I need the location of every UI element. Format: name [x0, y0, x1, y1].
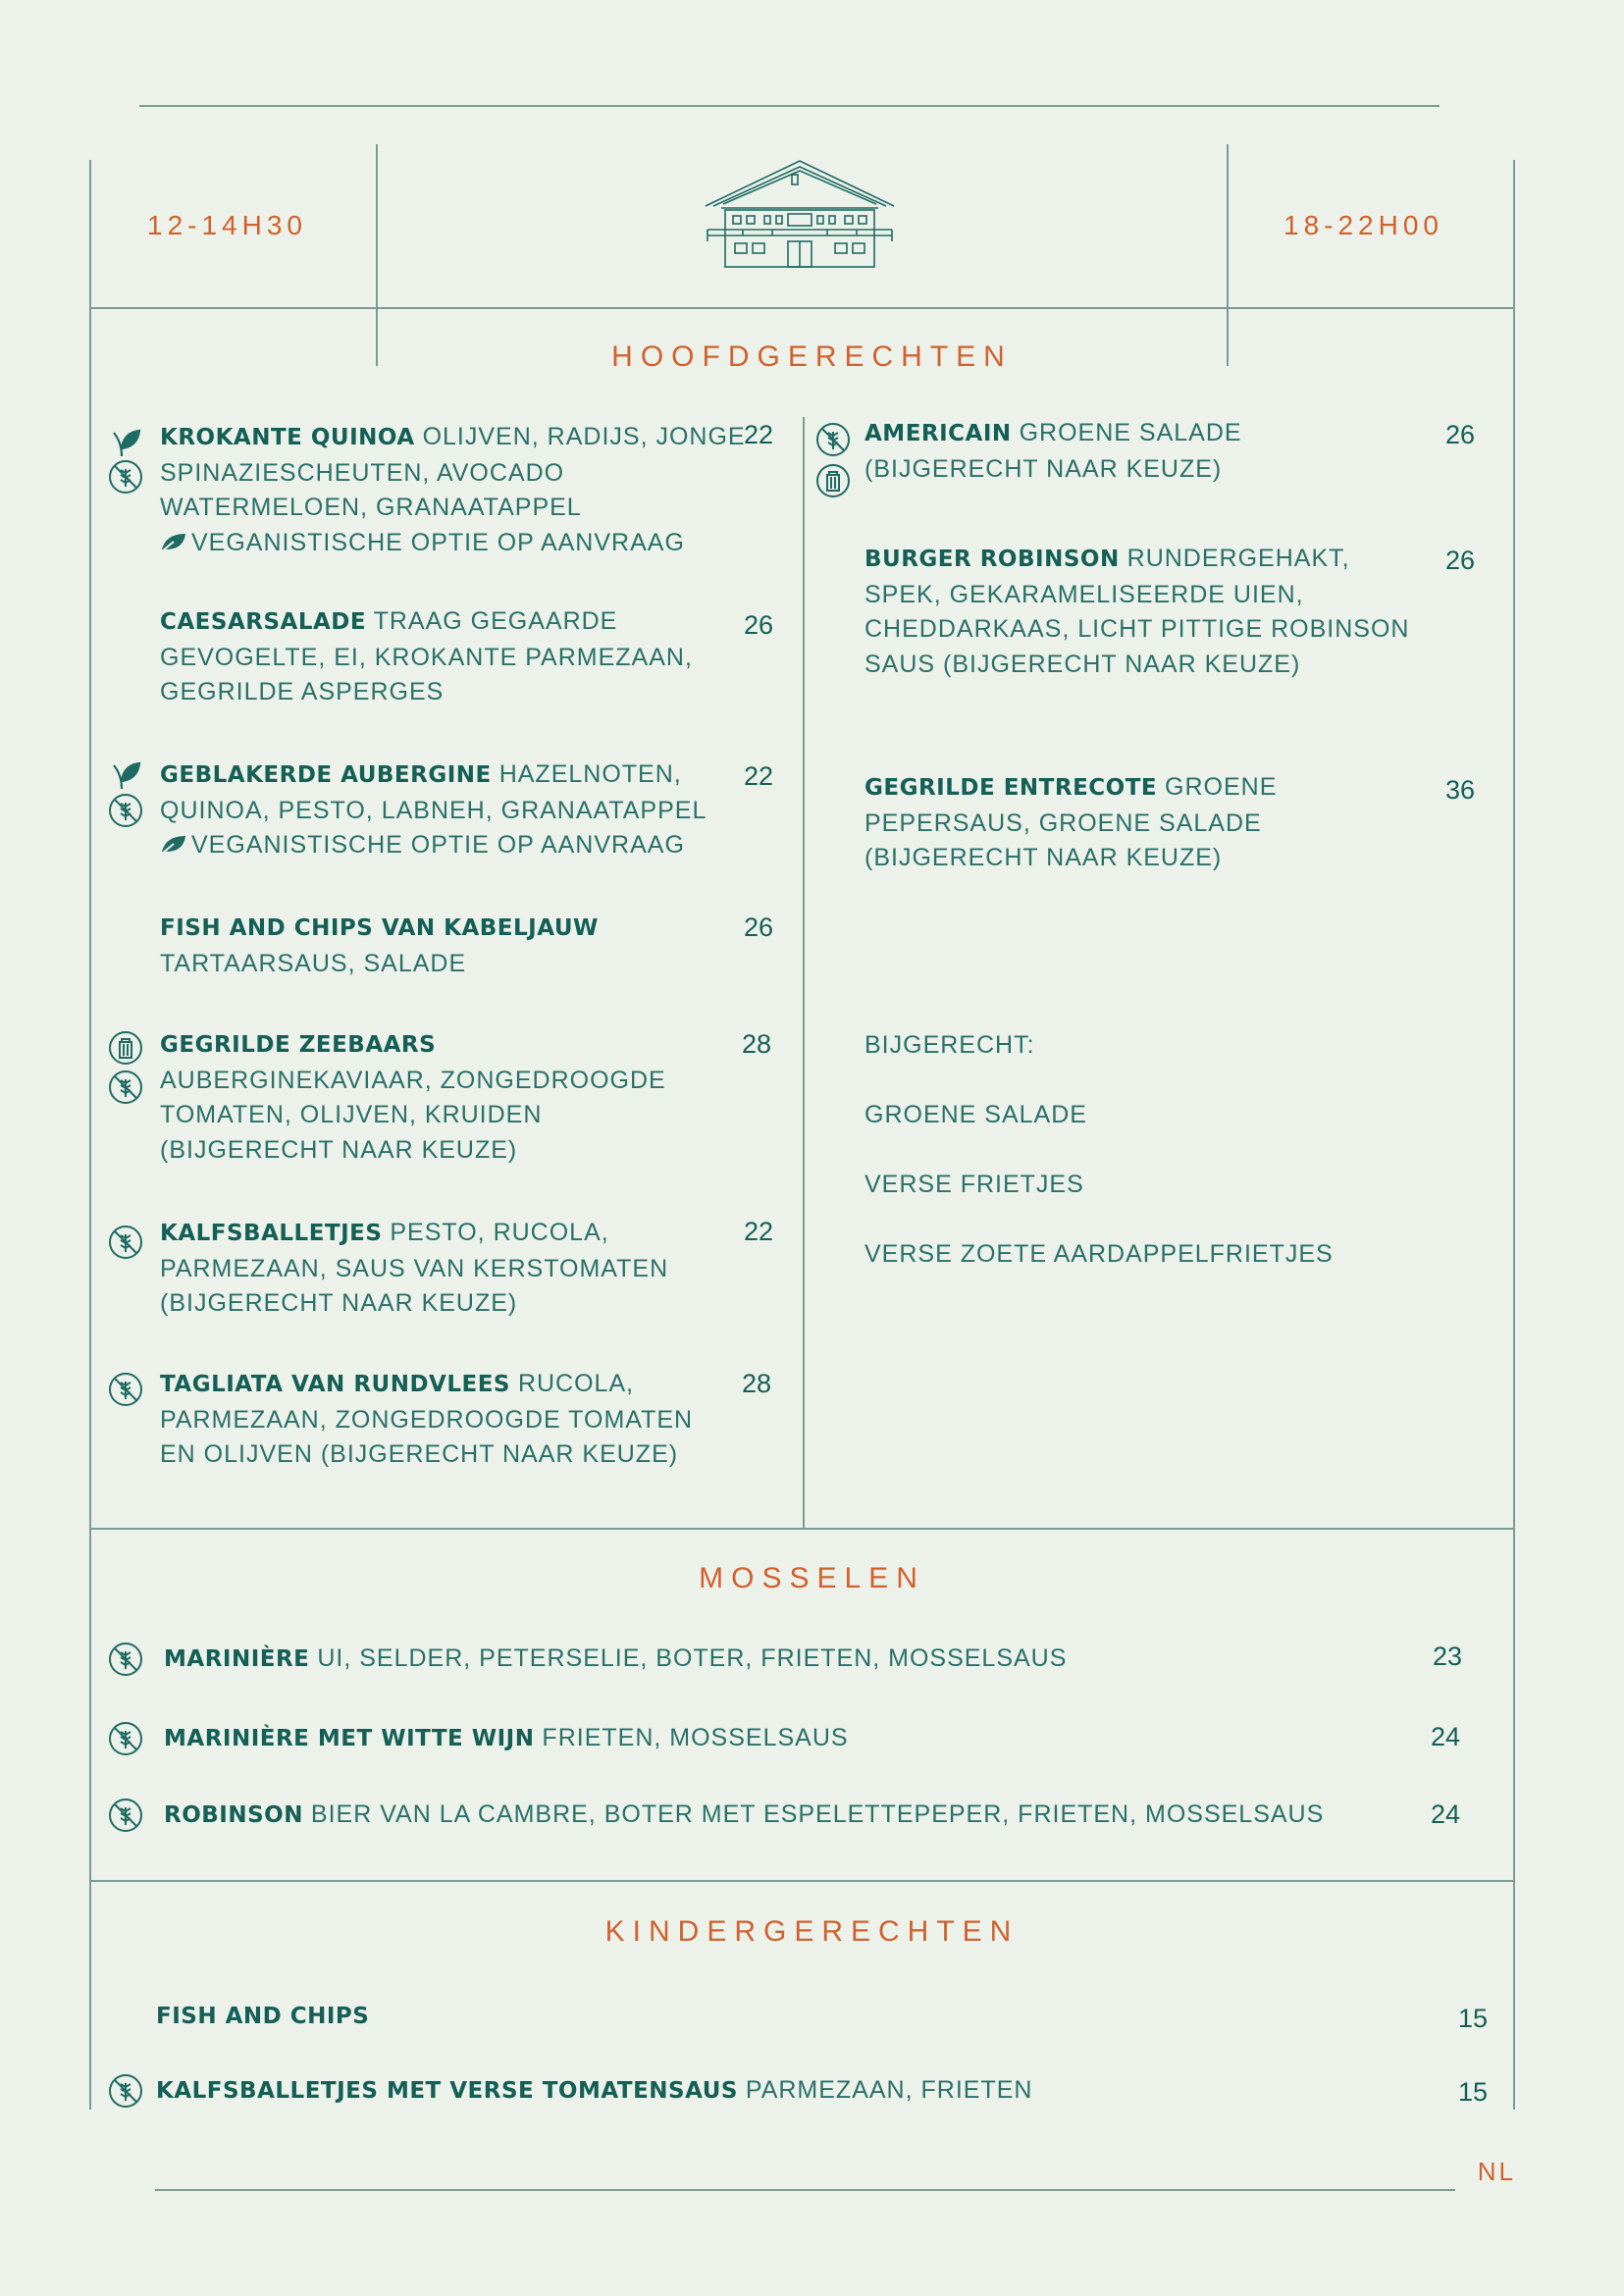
- gluten-free-icon: [108, 1372, 143, 1407]
- side-item: GROENE SALADE: [864, 1101, 1087, 1128]
- price-gegrilde-entrecote: 36: [1445, 775, 1476, 805]
- vegan-option-leaf-icon: [160, 832, 189, 856]
- gluten-free-icon: [108, 1070, 143, 1105]
- header-bottom-rule: [89, 307, 1515, 309]
- main-bottom-rule: [89, 1528, 1515, 1530]
- gluten-free-icon: [815, 422, 851, 457]
- price-mariniere: 23: [1433, 1642, 1463, 1671]
- menu-item-tagliata-van-rundvlees: TAGLIATA VAN RUNDVLEES RUCOLA, PARMEZAAN, ZONGEDROOGDE TOMATEN EN OLIJVEN (BIJGERECHT NAAR KEUZE): [160, 1370, 694, 1468]
- column-divider: [803, 417, 805, 1528]
- price-mariniere-witte-wijn: 24: [1431, 1722, 1461, 1751]
- mussels-bottom-rule: [89, 1880, 1515, 1882]
- price-caesarsalade: 26: [744, 610, 774, 640]
- menu-item-krokante-quinoa: KROKANTE QUINOA OLIJVEN, RADIJS, JONGE SPINAZIESCHEUTEN, AVOCADO WATERMELOEN, GRANAATAPPEL VEGANISTISCHE OPTIE OP AANVRAAG: [160, 423, 746, 556]
- price-kalfsballetjes: 22: [744, 1217, 774, 1246]
- sides-title: BIJGERECHT:: [864, 1031, 1035, 1059]
- side-item: VERSE FRIETJES: [864, 1171, 1084, 1198]
- bottom-rule: [155, 2189, 1455, 2191]
- price-krokante-quinoa: 22: [744, 420, 774, 449]
- language-label: NL: [1477, 2157, 1516, 2186]
- dinner-hours: 18-22H00: [1283, 210, 1443, 240]
- top-rule: [139, 105, 1440, 107]
- menu-item-gegrilde-zeebaars: GEGRILDE ZEEBAARS AUBERGINEKAVIAAR, ZONGEDROOGDE TOMATEN, OLIJVEN, KRUIDEN (BIJGERECHT NAAR KEUZE): [160, 1032, 666, 1164]
- header-divider-left: [376, 144, 378, 366]
- menu-item-geblakerde-aubergine: GEBLAKERDE AUBERGINE HAZELNOTEN, QUINOA, PESTO, LABNEH, GRANAATAPPEL VEGANISTISCHE OPTIE OP AANVRAAG: [160, 760, 707, 859]
- price-robinson-mussels: 24: [1431, 1800, 1461, 1829]
- gluten-free-icon: [108, 793, 143, 828]
- price-tagliata-van-rundvlees: 28: [742, 1369, 772, 1398]
- header-divider-right: [1227, 144, 1229, 366]
- lactose-free-icon: [108, 1030, 143, 1066]
- side-item: VERSE ZOETE AARDAPPELFRIETJES: [864, 1240, 1334, 1268]
- price-fish-and-chips-kabeljauw: 26: [744, 913, 774, 942]
- menu-item-caesarsalade: CAESARSALADE TRAAG GEGAARDE GEVOGELTE, EI, KROKANTE PARMEZAAN, GEGRILDE ASPERGES: [160, 607, 693, 705]
- gluten-free-icon: [108, 1642, 143, 1677]
- chalet-logo-icon: [704, 157, 896, 269]
- lunch-hours: 12-14H30: [147, 210, 307, 240]
- section-title-kids: KINDERGERECHTEN: [604, 1915, 1020, 1948]
- vegan-option-leaf-icon: [160, 530, 189, 553]
- vegan-leaf-icon: [108, 757, 143, 793]
- menu-item-robinson-mussels: ROBINSON BIER VAN LA CAMBRE, BOTER MET ESPELETTEPEPER, FRIETEN, MOSSELSAUS: [164, 1800, 1325, 1828]
- price-americain: 26: [1445, 420, 1476, 449]
- menu-item-americain: AMERICAIN GROENE SALADE (BIJGERECHT NAAR KEUZE): [864, 419, 1242, 483]
- section-title-main: HOOFDGERECHTEN: [611, 340, 1013, 373]
- menu-item-fish-and-chips-kabeljauw: FISH AND CHIPS VAN KABELJAUW TARTAARSAUS, SALADE: [160, 915, 599, 977]
- lactose-free-icon: [815, 463, 851, 498]
- frame-right: [1513, 160, 1515, 2110]
- section-title-mussels: MOSSELEN: [699, 1562, 925, 1594]
- vegan-leaf-icon: [108, 425, 143, 460]
- menu-item-kids-kalfsballetjes: KALFSBALLETJES MET VERSE TOMATENSAUS PARMEZAAN, FRIETEN: [156, 2076, 1033, 2104]
- menu-item-burger-robinson: BURGER ROBINSON RUNDERGEHAKT, SPEK, GEKARAMELISEERDE UIEN, CHEDDARKAAS, LICHT PITTIGE ROBINSON SAUS (BIJGERECHT NAAR KEUZE): [864, 545, 1410, 678]
- menu-item-gegrilde-entrecote: GEGRILDE ENTRECOTE GROENE PEPERSAUS, GROENE SALADE (BIJGERECHT NAAR KEUZE): [864, 773, 1278, 871]
- price-burger-robinson: 26: [1445, 546, 1476, 575]
- frame-left: [89, 160, 91, 2110]
- menu-item-mariniere: MARINIÈRE UI, SELDER, PETERSELIE, BOTER, FRIETEN, MOSSELSAUS: [164, 1644, 1068, 1672]
- price-gegrilde-zeebaars: 28: [742, 1029, 772, 1059]
- price-kids-kalfsballetjes: 15: [1458, 2077, 1489, 2107]
- gluten-free-icon: [108, 1798, 143, 1833]
- menu-item-mariniere-witte-wijn: MARINIÈRE MET WITTE WIJN FRIETEN, MOSSELSAUS: [164, 1724, 849, 1751]
- menu-item-kalfsballetjes: KALFSBALLETJES PESTO, RUCOLA, PARMEZAAN, SAUS VAN KERSTOMATEN (BIJGERECHT NAAR KEUZE): [160, 1219, 669, 1317]
- price-kids-fish-and-chips: 15: [1458, 2004, 1489, 2033]
- gluten-free-icon: [108, 1721, 143, 1756]
- gluten-free-icon: [108, 459, 143, 495]
- menu-item-kids-fish-and-chips: FISH AND CHIPS: [156, 2004, 370, 2029]
- gluten-free-icon: [108, 1225, 143, 1260]
- price-geblakerde-aubergine: 22: [744, 761, 774, 791]
- gluten-free-icon: [108, 2073, 143, 2109]
